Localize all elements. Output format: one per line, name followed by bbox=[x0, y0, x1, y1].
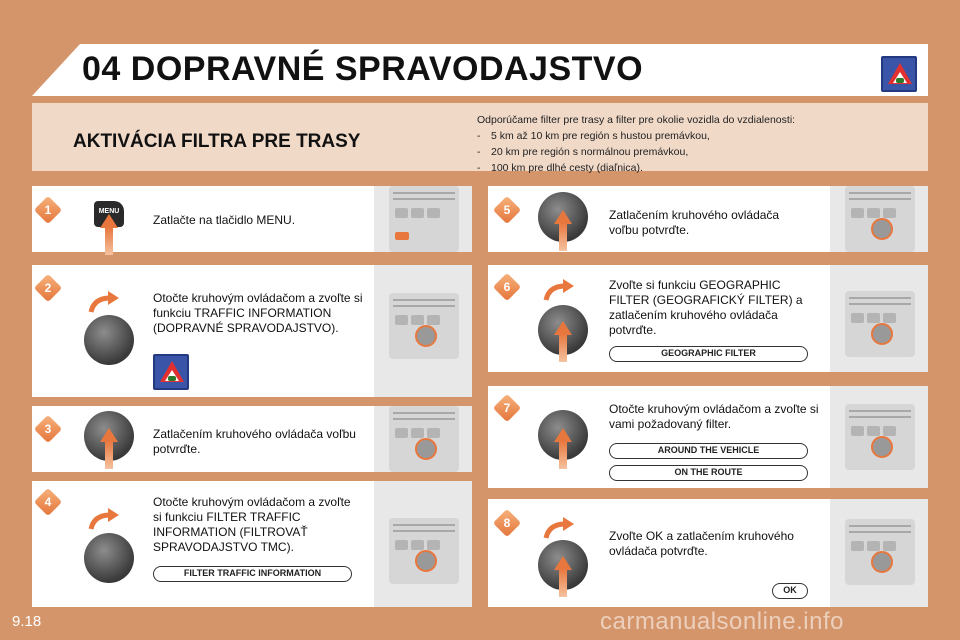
ok-option[interactable]: OK bbox=[772, 583, 808, 599]
watermark: carmanualsonline.info bbox=[600, 608, 844, 635]
radio-dashboard-icon bbox=[389, 518, 459, 584]
step-4-number: 4 bbox=[34, 488, 62, 516]
rotary-knob-icon bbox=[84, 315, 134, 365]
push-arrow-icon bbox=[554, 556, 572, 596]
rotary-knob-icon bbox=[84, 533, 134, 583]
radio-dashboard-icon bbox=[845, 404, 915, 470]
step-1-text: Zatlačte na tlačidlo MENU. bbox=[153, 213, 296, 227]
push-arrow-icon bbox=[100, 214, 118, 254]
step-8-text: Zvoľte OK a zatlačením kruhového ovládača potvrďte. bbox=[609, 529, 794, 558]
title-corner-cut bbox=[32, 44, 80, 96]
on-the-route-option[interactable]: ON THE ROUTE bbox=[609, 465, 808, 481]
step-1-number: 1 bbox=[34, 196, 62, 224]
step-7-text: Otočte kruhovým ovládačom a zvoľte si vami požadovaný filter. bbox=[609, 402, 819, 431]
step-4-text: Otočte kruhovým ovládačom a zvoľte si funkciu FILTER TRAFFIC INFORMATION (FILTROVAŤ SPRAVODAJSTVO TMC). bbox=[153, 495, 351, 554]
step-6-number: 6 bbox=[493, 273, 521, 301]
rotate-arrow-icon bbox=[88, 290, 120, 314]
intro-bullet: - 5 km až 10 km pre región s hustou premávkou, bbox=[477, 128, 917, 144]
rotate-arrow-icon bbox=[543, 278, 575, 302]
intro-note-lead: Odporúčame filter pre trasy a filter pre okolie vozidla do vzdialenosti: bbox=[477, 114, 796, 126]
step-5-number: 5 bbox=[493, 196, 521, 224]
step-5-text: Zatlačením kruhového ovládača voľbu potvrďte. bbox=[609, 208, 780, 237]
radio-dashboard-icon bbox=[389, 186, 459, 252]
intro-bullet: - 20 km pre región s normálnou premávkou, bbox=[477, 144, 917, 160]
section-title: AKTIVÁCIA FILTRA PRE TRASY bbox=[73, 131, 361, 152]
page-title: 04 DOPRAVNÉ SPRAVODAJSTVO bbox=[82, 50, 644, 88]
radio-dashboard-icon bbox=[389, 406, 459, 472]
intro-note bbox=[477, 112, 917, 176]
step-2-text: Otočte kruhovým ovládačom a zvoľte si funkciu TRAFFIC INFORMATION (DOPRAVNÉ SPRAVODAJSTVO). bbox=[153, 291, 363, 335]
intro-bullet: - 100 km pre dlhé cesty (diaľnica). bbox=[477, 160, 917, 176]
step-2-number: 2 bbox=[34, 274, 62, 302]
around-the-vehicle-option[interactable]: AROUND THE VEHICLE bbox=[609, 443, 808, 459]
traffic-sign-icon bbox=[881, 56, 917, 92]
push-arrow-icon bbox=[554, 210, 572, 250]
page-number: 9.18 bbox=[12, 613, 42, 630]
step-3-number: 3 bbox=[34, 415, 62, 443]
step-8-number: 8 bbox=[493, 509, 521, 537]
rotate-arrow-icon bbox=[543, 516, 575, 540]
push-arrow-icon bbox=[554, 321, 572, 361]
rotate-arrow-icon bbox=[88, 507, 120, 531]
step-7-number: 7 bbox=[493, 394, 521, 422]
push-arrow-icon bbox=[100, 428, 118, 468]
menu-button-icon: MENU bbox=[94, 201, 124, 227]
step-6-text: Zvoľte si funkciu GEOGRAPHIC FILTER (GEOGRAFICKÝ FILTER) a zatlačením kruhového ovládača potvrďte. bbox=[609, 278, 803, 337]
radio-dashboard-icon bbox=[845, 519, 915, 585]
push-arrow-icon bbox=[554, 428, 572, 468]
radio-dashboard-icon bbox=[389, 293, 459, 359]
geographic-filter-option[interactable]: GEOGRAPHIC FILTER bbox=[609, 346, 808, 362]
step-3-text: Zatlačením kruhového ovládača voľbu potvrďte. bbox=[153, 427, 356, 456]
radio-dashboard-icon bbox=[845, 186, 915, 252]
filter-traffic-information-option[interactable]: FILTER TRAFFIC INFORMATION bbox=[153, 566, 352, 582]
radio-dashboard-icon bbox=[845, 291, 915, 357]
traffic-sign-icon bbox=[153, 354, 189, 390]
